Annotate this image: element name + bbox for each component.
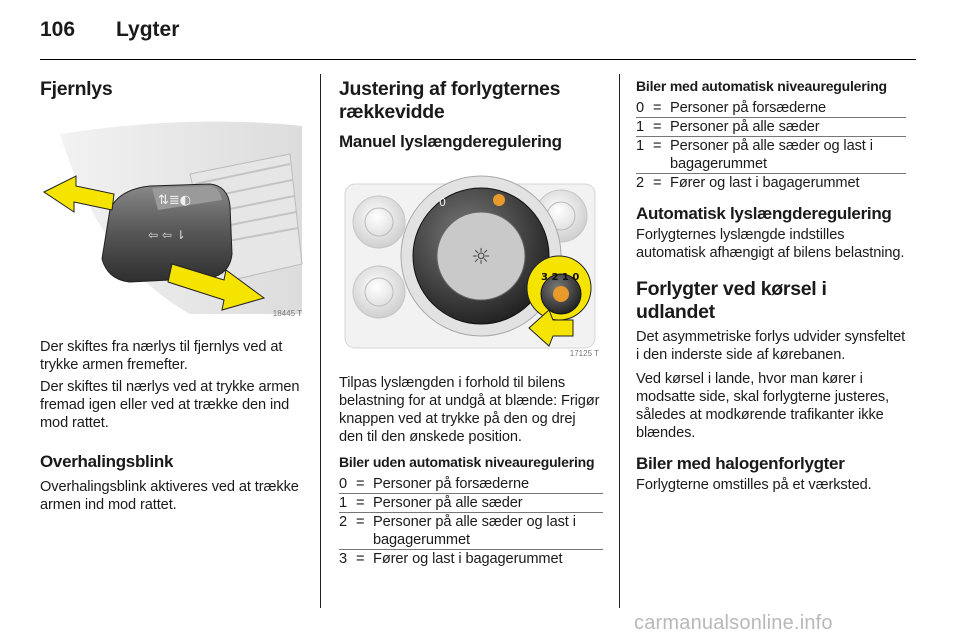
- list-item: 1 = Personer på alle sæder og last i bagagerummet: [636, 138, 873, 172]
- figure-code: 18445 T: [272, 309, 302, 318]
- header-rule: [40, 59, 916, 60]
- column-3: [636, 74, 906, 494]
- section-heading-fjernlys: Fjernlys: [40, 78, 113, 100]
- svg-text:⇅≣◐: ⇅≣◐: [158, 193, 192, 208]
- list-item: 1 = Personer på alle sæder: [636, 119, 820, 135]
- figure-code: 17125 T: [569, 349, 599, 358]
- list-item: 2 = Fører og last i bagagerummet: [636, 175, 860, 191]
- subheading-med: Biler med automatisk niveauregulering: [636, 78, 887, 94]
- paragraph: Det asymmetriske forlys udvider synsfeltet i den inderste side af kørebanen.: [636, 329, 906, 363]
- page-number: 106: [40, 18, 76, 41]
- column-2: [339, 74, 603, 568]
- section-heading-justering: Justering af forlygternes rækkevidde: [339, 78, 561, 123]
- svg-text:☼: ☼: [471, 245, 491, 270]
- paragraph: Forlygternes lyslængde indstilles automatisk afhængigt af bilens belastning.: [636, 227, 905, 261]
- position-list-manual: [339, 475, 603, 568]
- list-item: 3 = Fører og last i bagagerummet: [339, 551, 563, 567]
- section-heading-udlandet: Forlygter ved kørsel i udlandet: [636, 278, 827, 323]
- headlight-switch-figure: [339, 160, 603, 360]
- position-list-automatic: [636, 99, 906, 192]
- list-item: 1 = Personer på alle sæder: [339, 495, 523, 511]
- subsection-heading-manuel: Manuel lyslængderegulering: [339, 132, 562, 151]
- stalk-lever-illustration: [40, 114, 306, 320]
- dial-ring-label: 3 2 1 0: [541, 272, 580, 283]
- list-item: 2 = Personer på alle sæder og last i bagagerummet: [339, 514, 576, 548]
- column-divider-1: [320, 74, 321, 608]
- watermark: carmanualsonline.info: [634, 612, 833, 634]
- paragraph: Forlygterne omstilles på et værksted.: [636, 477, 872, 493]
- paragraph: Tilpas lyslængden i forhold til bilens belastning for at undgå at blænde: Frigør knappen ved at trykke på den og drej den til den ønskede position.: [339, 375, 600, 445]
- paragraph: Der skiftes til nærlys ved at trykke armen fremad igen eller ved at trække den ind mod rattet.: [40, 379, 300, 431]
- list-item: 0 = Personer på forsæderne: [339, 476, 529, 492]
- paragraph: Overhalingsblink aktiveres ved at trække armen ind mod rattet.: [40, 479, 299, 513]
- column-1: [40, 74, 306, 514]
- headlight-switch-illustration: [339, 160, 603, 360]
- dial-mark-0: 0: [439, 196, 446, 209]
- column-divider-2: [619, 74, 620, 608]
- chapter-title: Lygter: [116, 18, 180, 41]
- section-heading-overhalingsblink: Overhalingsblink: [40, 452, 174, 471]
- subsection-heading-automatisk: Automatisk lyslængderegulering: [636, 204, 892, 223]
- subsection-heading-halogen: Biler med halogenforlygter: [636, 454, 845, 473]
- subheading-uden: Biler uden automatisk niveauregulering: [339, 454, 595, 470]
- paragraph: Ved kørsel i lande, hvor man kører i modsatte side, skal forlygterne justeres, således at modkørende trafikanter ikke blændes.: [636, 371, 890, 441]
- stalk-lever-figure: [40, 114, 306, 320]
- list-item: 0 = Personer på forsæderne: [636, 100, 826, 116]
- paragraph: Der skiftes fra nærlys til fjernlys ved at trykke armen fremefter.: [40, 339, 283, 373]
- svg-text:⇦ ⇦ ⇂: ⇦ ⇦ ⇂: [148, 228, 186, 242]
